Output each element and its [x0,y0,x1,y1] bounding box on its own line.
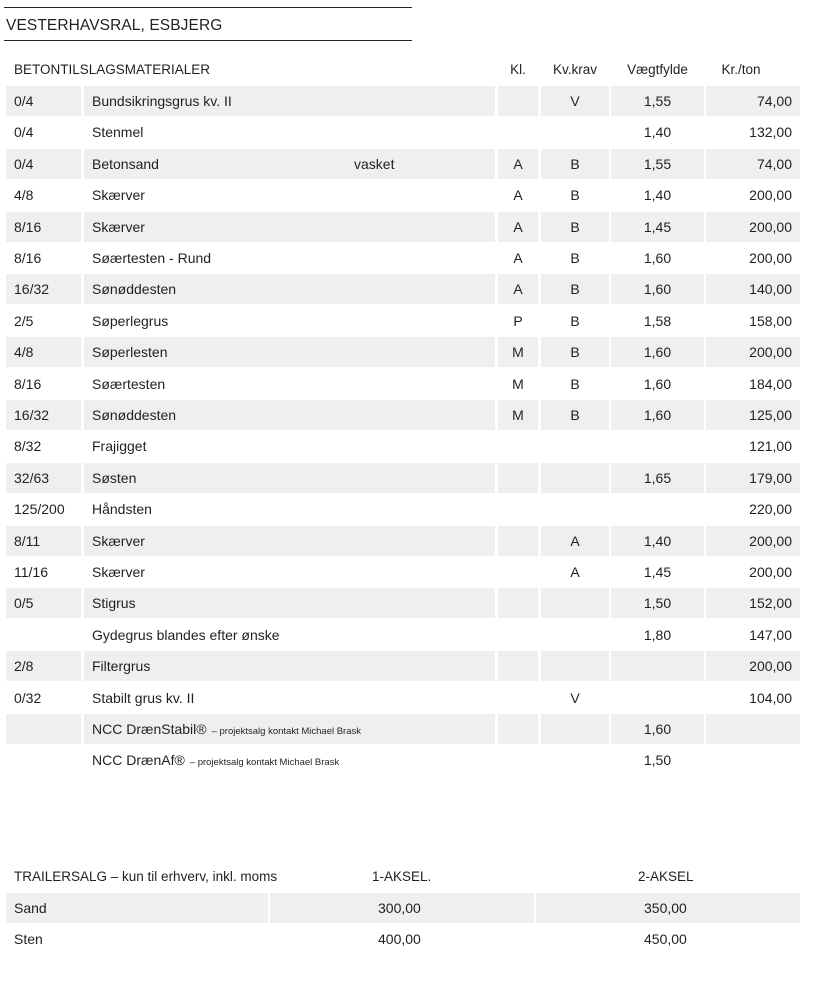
material-name: Stigrus [92,595,136,612]
cell-name [84,431,495,461]
cell-size [6,714,81,744]
cell-price [706,745,800,775]
cell-density: 1,60 [611,714,704,744]
page-title: VESTERHAVSRAL, ESBJERG [6,17,223,34]
cell-density: 1,55 [611,149,704,179]
cell-kl [498,745,538,775]
table-row [0,683,814,713]
cell-kl [498,714,538,744]
cell-density [611,651,704,681]
cell-price: 184,00 [749,375,792,392]
table-row [0,893,814,923]
cell-size: 125/200 [14,501,65,518]
cell-kvkrav: B [570,187,580,204]
cell-kl: M [498,400,538,430]
material-name: Skærver [92,187,145,204]
cell-one-axle: 300,00 [270,893,534,923]
cell-size: 32/63 [6,463,81,493]
header-two-axle: 2-AKSEL [638,869,694,884]
cell-name [84,494,495,524]
cell-density [611,494,704,524]
cell-name [84,588,495,618]
cell-kvkrav [541,463,609,493]
cell-size: 16/32 [6,400,81,430]
cell-kvkrav [541,117,609,147]
cell-kvkrav [541,620,609,650]
cell-price: 147,00 [749,626,792,643]
material-name: NCC DrænStabil® [92,721,207,737]
material-name: Bundsikringsgrus kv. II [92,93,232,109]
cell-name [84,463,495,493]
table-row [0,463,814,493]
header-kl: Kl. [510,62,526,77]
table-row [0,117,814,147]
header-trailer: TRAILERSALG – kun til erhverv, inkl. moms [14,869,278,884]
header-price: Kr./ton [721,62,761,77]
cell-density: 1,45 [611,212,704,242]
cell-kvkrav: B [541,337,609,367]
cell-price: 74,00 [706,86,800,116]
cell-kvkrav [541,745,609,775]
table-row [0,306,814,336]
cell-density: 1,45 [643,564,672,580]
cell-density: 1,60 [643,250,672,266]
cell-kl: A [498,212,538,242]
table-row [0,274,814,304]
table-row [0,400,814,430]
material-name: NCC DrænAf® [92,752,185,769]
cell-price: 220,00 [749,501,792,518]
cell-kvkrav [541,494,609,524]
cell-density: 1,80 [643,626,672,643]
material-name: Søsten [92,469,137,486]
cell-kl: A [498,274,538,304]
cell-density [611,431,704,461]
cell-size: 4/8 [14,187,34,204]
cell-kl: A [513,187,523,204]
cell-kl: M [512,375,524,392]
cell-trailer-name: Sand [6,893,268,923]
cell-kl: P [513,312,523,329]
cell-density: 1,60 [611,274,704,304]
cell-name [84,212,495,242]
material-name: Stenmel [92,124,144,141]
cell-density: 1,50 [643,752,672,769]
cell-name [84,243,495,273]
cell-density: 1,60 [611,337,704,367]
cell-price: 200,00 [706,651,800,681]
cell-price: 200,00 [749,250,792,266]
cell-density: 1,50 [611,588,704,618]
cell-kl [498,557,538,587]
cell-size: 16/32 [6,274,81,304]
cell-kl: M [498,337,538,367]
cell-name [84,306,495,336]
table-row [0,149,814,179]
cell-kvkrav: V [570,689,580,706]
cell-kvkrav: B [541,274,609,304]
cell-kvkrav [541,431,609,461]
cell-name [84,117,495,147]
materials-header-row [0,55,814,85]
material-name: Søperlegrus [92,312,169,329]
cell-price [706,714,800,744]
table-row [0,588,814,618]
cell-kl [498,494,538,524]
table-row [0,212,814,242]
cell-kvkrav: A [541,526,609,556]
cell-size: 8/16 [14,375,42,392]
cell-size: 2/5 [14,312,34,329]
material-name: Frajigget [92,438,147,455]
cell-price: 121,00 [749,438,792,455]
cell-density [611,683,704,713]
cell-price: 140,00 [706,274,800,304]
cell-kl [498,117,538,147]
cell-density: 1,40 [611,526,704,556]
table-row [0,526,814,556]
cell-price: 200,00 [749,564,792,580]
material-name: Betonsand [92,155,159,172]
cell-trailer-name: Sten [14,931,43,948]
cell-price: 200,00 [706,337,800,367]
cell-kvkrav [541,588,609,618]
table-row [0,243,814,273]
cell-one-axle: 400,00 [378,931,421,948]
cell-price: 200,00 [749,187,792,204]
material-name: Filtergrus [92,658,151,675]
table-row [0,714,814,744]
cell-size: 8/32 [14,438,42,455]
cell-kl [498,86,538,116]
trailer-header-row [0,862,814,892]
table-row [0,337,814,367]
cell-density: 1,60 [611,400,704,430]
material-name: Sønøddesten [92,281,177,298]
cell-kvkrav: B [541,400,609,430]
cell-kvkrav: B [541,149,609,179]
cell-price: 74,00 [706,149,800,179]
table-row [0,651,814,681]
material-name: Søærtesten - Rund [92,250,212,266]
material-note: – projektsalg kontakt Michael Brask [211,726,362,737]
cell-size: 8/16 [6,212,81,242]
cell-density: 1,58 [643,312,672,329]
cell-price: 179,00 [706,463,800,493]
material-note: – projektsalg kontakt Michael Brask [189,757,340,769]
cell-kl [498,431,538,461]
cell-size: 0/4 [6,86,81,116]
cell-kvkrav: B [570,312,580,329]
cell-density: 1,60 [643,375,672,392]
cell-name [84,557,495,587]
material-name: Stabilt grus kv. II [92,689,195,706]
cell-price: 152,00 [706,588,800,618]
cell-name [84,274,495,304]
cell-name [84,651,495,681]
cell-kl: A [513,250,523,266]
cell-kvkrav: V [541,86,609,116]
material-name: Skærver [92,218,145,235]
cell-kl [498,683,538,713]
title-block [4,7,412,41]
cell-size: 0/4 [14,124,34,141]
table-row [0,86,814,116]
header-one-axle: 1-AKSEL. [372,869,432,884]
cell-size: 4/8 [6,337,81,367]
cell-size: 0/4 [6,149,81,179]
cell-name [84,526,495,556]
cell-kvkrav: A [570,564,580,580]
material-name: Skærver [92,564,145,580]
cell-density: 1,55 [611,86,704,116]
cell-kvkrav: B [541,212,609,242]
cell-name [84,149,495,179]
cell-kvkrav: B [570,375,580,392]
cell-name [84,369,495,399]
table-row [0,745,814,775]
cell-two-axle: 450,00 [644,931,687,948]
cell-size: 0/5 [6,588,81,618]
cell-density: 1,40 [643,187,672,204]
cell-price: 132,00 [749,124,792,141]
cell-name [84,683,495,713]
material-name: Sønøddesten [92,407,177,423]
cell-price: 158,00 [749,312,792,329]
cell-kvkrav [541,714,609,744]
cell-price: 200,00 [706,212,800,242]
cell-kl: A [498,149,538,179]
table-row [0,557,814,587]
cell-size [6,620,81,650]
cell-kvkrav: B [570,250,580,266]
material-name: Gydegrus blandes efter ønske [92,626,280,643]
table-row [0,369,814,399]
cell-size: 8/16 [14,250,42,266]
cell-kl [498,651,538,681]
cell-size: 0/32 [14,689,42,706]
cell-name [84,400,495,430]
cell-kl [498,588,538,618]
header-density: Vægtfylde [627,62,688,77]
cell-density: 1,40 [643,124,672,141]
cell-density: 1,65 [611,463,704,493]
cell-size: 2/8 [6,651,81,681]
cell-name [84,714,495,744]
cell-name [84,180,495,210]
header-kvkrav: Kv.krav [552,62,597,77]
material-extra: vasket [354,155,395,172]
header-material: BETONTILSLAGSMATERIALER [14,62,211,77]
cell-size: 8/11 [6,526,81,556]
cell-price: 200,00 [706,526,800,556]
cell-name [84,337,495,367]
table-row [0,431,814,461]
cell-kl [498,463,538,493]
cell-kl [498,526,538,556]
cell-name [84,86,495,116]
cell-name [84,745,495,775]
material-name: Søperlesten [92,344,168,361]
cell-size: 11/16 [14,564,48,580]
table-row [0,924,814,954]
cell-price: 104,00 [749,689,792,706]
cell-size [6,745,81,775]
cell-name [84,620,495,650]
table-row [0,494,814,524]
cell-two-axle: 350,00 [536,893,800,923]
material-name: Håndsten [92,501,152,518]
cell-kl [498,620,538,650]
material-name: Skærver [92,532,145,549]
cell-kvkrav [541,651,609,681]
material-name: Søærtesten [92,375,166,392]
table-row [0,620,814,650]
cell-price: 125,00 [706,400,800,430]
table-row [0,180,814,210]
